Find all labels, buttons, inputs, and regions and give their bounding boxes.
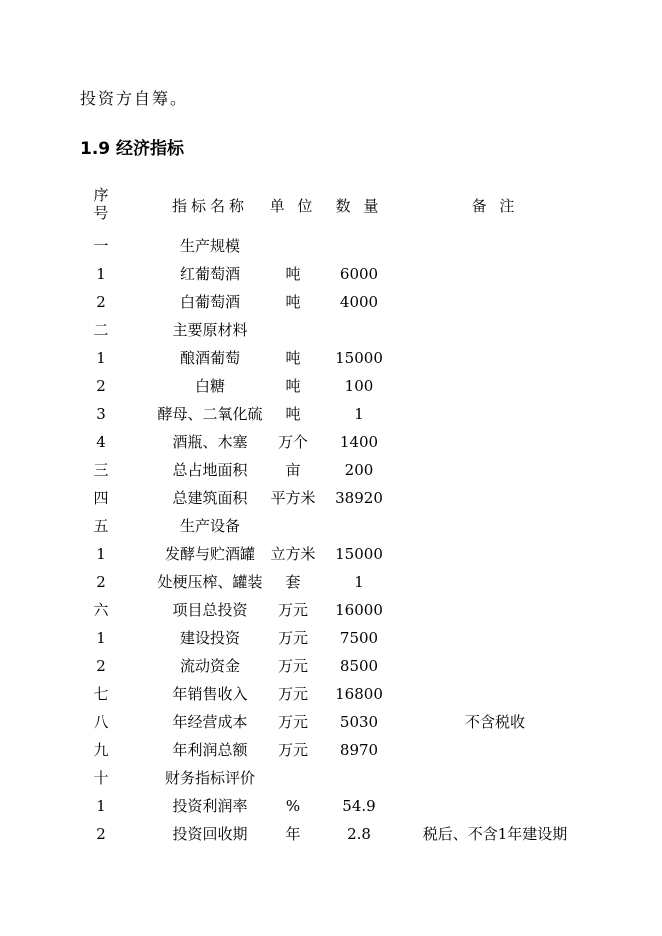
row-unit: %	[285, 797, 301, 815]
row-no: 十	[93, 769, 109, 787]
row-qty	[326, 316, 392, 344]
row-qty: 2.8	[347, 825, 371, 843]
row-name: 发酵与贮酒罐	[164, 545, 255, 563]
row-qty: 1	[354, 573, 364, 591]
row-no: 四	[93, 489, 109, 507]
row-no: 三	[93, 461, 109, 479]
row-note	[390, 680, 600, 708]
row-no: 八	[93, 713, 109, 731]
row-unit: 立方米	[270, 545, 316, 563]
row-name: 年经营成本	[172, 713, 248, 731]
row-qty: 38920	[335, 489, 383, 507]
row-unit: 万元	[277, 657, 308, 675]
row-unit: 吨	[285, 377, 301, 395]
row-note	[390, 792, 600, 820]
table-row	[80, 372, 600, 400]
row-name: 白葡萄酒	[179, 293, 240, 311]
row-note: 不含税收	[464, 713, 525, 731]
row-qty	[326, 512, 392, 540]
row-note	[390, 232, 600, 260]
row-name: 主要原材料	[172, 321, 248, 339]
header-note: 备 注	[471, 197, 519, 215]
row-no: 2	[96, 657, 106, 675]
row-name: 投资利润率	[172, 797, 248, 815]
row-no: 2	[96, 377, 106, 395]
row-unit	[258, 316, 328, 344]
row-unit: 吨	[285, 349, 301, 367]
row-name: 投资回收期	[172, 825, 248, 843]
row-unit	[258, 232, 328, 260]
row-unit: 平方米	[270, 489, 316, 507]
row-qty: 16800	[335, 685, 383, 703]
row-unit: 吨	[285, 293, 301, 311]
row-name: 白糖	[194, 377, 225, 395]
table-row	[80, 820, 600, 848]
row-note	[390, 764, 600, 792]
row-no: 六	[93, 601, 109, 619]
row-note: 税后、不含1年建设期	[422, 825, 568, 843]
row-name: 总建筑面积	[172, 489, 248, 507]
row-no: 2	[96, 573, 106, 591]
row-note	[390, 260, 600, 288]
row-no: 九	[93, 741, 109, 759]
row-qty: 8970	[339, 741, 379, 759]
row-no: 1	[96, 265, 106, 283]
row-qty: 1	[354, 405, 364, 423]
row-name: 生产规模	[179, 237, 240, 255]
table-row	[80, 652, 600, 680]
row-qty: 1400	[339, 433, 379, 451]
row-qty: 6000	[339, 265, 379, 283]
row-no: 1	[96, 797, 106, 815]
table-row	[80, 260, 600, 288]
intro-text: 投资方自筹。	[80, 89, 189, 108]
row-unit: 万个	[277, 433, 308, 451]
row-unit: 亩	[285, 461, 301, 479]
row-unit	[258, 764, 328, 792]
row-note	[390, 736, 600, 764]
row-note	[390, 540, 600, 568]
row-name: 财务指标评价	[164, 769, 255, 787]
table-row	[80, 708, 600, 736]
row-no: 3	[96, 405, 106, 423]
row-name: 红葡萄酒	[179, 265, 240, 283]
row-unit: 万元	[277, 629, 308, 647]
row-note	[390, 624, 600, 652]
row-no: 4	[96, 433, 106, 451]
row-no: 2	[96, 293, 106, 311]
row-unit: 万元	[277, 685, 308, 703]
row-note	[390, 484, 600, 512]
row-note	[390, 400, 600, 428]
table-row	[80, 456, 600, 484]
row-no: 2	[96, 825, 106, 843]
row-no: 1	[96, 349, 106, 367]
table-header-row	[80, 180, 600, 232]
row-note	[390, 344, 600, 372]
row-qty	[326, 764, 392, 792]
row-name: 处梗压榨、罐装	[157, 573, 263, 591]
row-unit: 万元	[277, 713, 308, 731]
table-row	[80, 484, 600, 512]
table-row	[80, 512, 600, 540]
row-name: 建设投资	[179, 629, 240, 647]
row-note	[390, 428, 600, 456]
row-qty: 8500	[339, 657, 379, 675]
table-row	[80, 540, 600, 568]
row-name: 酿酒葡萄	[179, 349, 240, 367]
section-heading: 1.9 经济指标	[80, 139, 185, 159]
header-name: 指标名称	[171, 197, 248, 215]
row-unit: 年	[285, 825, 301, 843]
row-note	[390, 512, 600, 540]
row-no: 二	[93, 321, 109, 339]
table-row	[80, 344, 600, 372]
row-qty: 15000	[335, 349, 383, 367]
table-row	[80, 596, 600, 624]
table-row	[80, 316, 600, 344]
row-qty: 15000	[335, 545, 383, 563]
row-note	[390, 568, 600, 596]
row-name: 酒瓶、木塞	[172, 433, 248, 451]
row-qty: 200	[344, 461, 374, 479]
table-row	[80, 288, 600, 316]
row-qty: 100	[344, 377, 374, 395]
row-unit: 吨	[285, 265, 301, 283]
row-qty: 5030	[339, 713, 379, 731]
row-qty: 16000	[335, 601, 383, 619]
header-qty: 数 量	[335, 197, 383, 215]
table-row	[80, 568, 600, 596]
row-name: 年销售收入	[172, 685, 248, 703]
table-body	[80, 232, 600, 848]
row-note	[390, 288, 600, 316]
row-unit	[258, 512, 328, 540]
row-qty: 54.9	[342, 797, 376, 815]
row-no: 七	[93, 685, 109, 703]
table-row	[80, 680, 600, 708]
row-note	[390, 456, 600, 484]
row-name: 生产设备	[179, 517, 240, 535]
header-no: 序号	[93, 186, 109, 222]
row-note	[390, 316, 600, 344]
row-no: 五	[93, 517, 109, 535]
economic-indicators-table	[80, 180, 600, 848]
row-name: 流动资金	[179, 657, 240, 675]
table-row	[80, 428, 600, 456]
row-note	[390, 652, 600, 680]
row-unit: 万元	[277, 601, 308, 619]
row-no: 1	[96, 545, 106, 563]
row-name: 年利润总额	[172, 741, 248, 759]
table-row	[80, 624, 600, 652]
row-note	[390, 596, 600, 624]
table-row	[80, 764, 600, 792]
row-unit: 万元	[277, 741, 308, 759]
table-row	[80, 232, 600, 260]
row-no: 1	[96, 629, 106, 647]
table-row	[80, 792, 600, 820]
row-qty: 7500	[339, 629, 379, 647]
header-unit: 单 位	[269, 197, 317, 215]
row-unit: 套	[285, 573, 301, 591]
table-row	[80, 736, 600, 764]
row-name: 酵母、二氧化硫	[157, 405, 263, 423]
row-unit: 吨	[285, 405, 301, 423]
row-note	[390, 372, 600, 400]
row-no: 一	[93, 237, 109, 255]
row-qty	[326, 232, 392, 260]
table-row	[80, 400, 600, 428]
row-name: 总占地面积	[172, 461, 248, 479]
row-name: 项目总投资	[172, 601, 248, 619]
row-qty: 4000	[339, 293, 379, 311]
